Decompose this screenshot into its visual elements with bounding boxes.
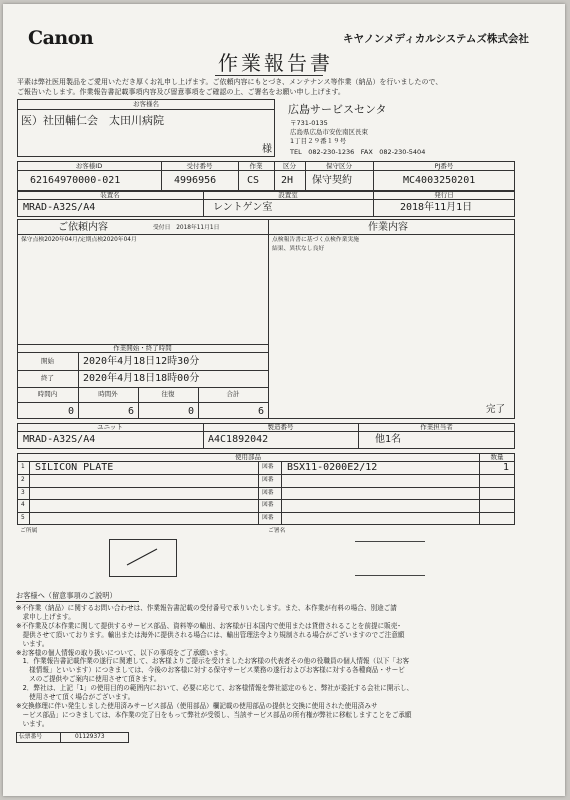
work-time-label: 作業開始・終了時間 [113, 344, 172, 352]
parts-row-drawing-label: 図番 [262, 515, 274, 522]
work-type-value: CS [247, 175, 260, 186]
notes-line: 求申し上げます。 [16, 612, 75, 621]
pj-number-label: PJ番号 [434, 162, 454, 170]
work-content-line-1: 点検報告書に基づく点検作業実施 [272, 237, 359, 243]
signature-stroke [109, 539, 177, 577]
serial-number-label: 製造番号 [267, 423, 294, 431]
start-time-value: 2020年4月18日12時30分 [83, 356, 200, 367]
end-time-label: 終了 [41, 374, 54, 382]
pj-number-value: MC4003250201 [403, 175, 476, 186]
parts-used-label: 使用部品 [235, 453, 261, 461]
parts-row-drawing-label: 図番 [262, 476, 274, 483]
notes-line: ※不作業（納品）に関するお問い合わせは、作業報告書記載の受付番号で承りいたします。また、本作業が有料の場合、別途ご請 [16, 604, 397, 612]
worker-value: 他1名 [375, 434, 402, 445]
canon-logo: Canon [28, 27, 94, 49]
category-label: 区分 [283, 162, 296, 170]
parts-row-drawing-label: 図番 [262, 489, 274, 496]
parts-row-number: 4 [21, 502, 25, 509]
signature-label: ご署名 [268, 528, 286, 534]
parts-row-number: 1 [21, 464, 25, 470]
request-title: ご依頼内容 [58, 222, 108, 233]
service-center-address: 広島県広島市安佐南区長束 [290, 128, 368, 136]
receipt-number-label: 受付番号 [186, 162, 213, 170]
document-number-value: 01129373 [75, 734, 105, 740]
service-center-tel: TEL 082-230-1236 FAX 082-230-5404 [290, 148, 426, 156]
issue-date-value: 2018年11月1日 [400, 202, 473, 213]
work-status: 完了 [486, 404, 506, 415]
notes-line: ※不作業及び本作業に関して提供するサービス部品、資料等の輸出、お客様が日本国内で使用または貸借されることを前提に販売･ [16, 621, 401, 630]
parts-row-number: 2 [21, 476, 25, 483]
document-number-label: 伝票番号 [19, 734, 43, 740]
notes-line: ※交換修理に伴い発生しました使用済みサービス部品（使用部品）欄記載の使用部品の提供と交換に使用された使用済みサ [16, 701, 378, 710]
time-value-overtime: 6 [128, 406, 135, 417]
issue-date-label: 発行日 [434, 191, 454, 199]
parts-row-number: 3 [21, 489, 25, 496]
time-col-regular: 時間内 [37, 390, 58, 398]
title-underline [215, 75, 323, 76]
install-room-label: 設置室 [278, 191, 298, 199]
parts-row-drawing-label: 図番 [262, 464, 274, 470]
device-name-value: MRAD-A32S/A4 [23, 202, 96, 213]
work-type-label: 作業 [249, 162, 263, 170]
parts-row-number: 5 [21, 515, 25, 522]
notes-line: ※お客様の個人情報の取り扱いについて、以下の事項をご了承願います。 [16, 648, 232, 657]
intro-line-1: 平素は弊社医用製品をご愛用いただき厚くお礼申し上げます。ご依頼内容にもとづき、メンテナンス等作業（納品）を行いましたので、 [17, 78, 443, 86]
time-value-travel: 0 [188, 406, 195, 417]
serial-number-value: A4C1892042 [208, 434, 269, 445]
notes-title: お客様へ（留意事項のご説明） [16, 591, 117, 600]
customer-honorific: 様 [262, 144, 272, 155]
customer-name: 医）社団輔仁会 太田川病院 [21, 114, 164, 127]
notes-line: 様情報」といいます）につきましては、今後のお客様に対する保守サービス業務の遂行およびお客様に対する各種商品・サービ [16, 666, 405, 675]
unit-label: ユニット [97, 423, 123, 431]
report-page [3, 4, 565, 796]
signature-line-lower [355, 575, 425, 576]
service-center-address-2: 1丁目２９番１９号 [290, 137, 347, 145]
time-col-travel: 往復 [161, 390, 175, 398]
signature-line-upper [355, 541, 425, 542]
notes-line: 提供させて頂いております。輸出または海外に提供される場合には、輸出管理法令より規制される場合がございますのでご注意願 [16, 630, 405, 639]
notes-line: ービス部品」につきましては、本作業の完了日をもって弊社が受領し、当該サービス部品の所有権が弊社に移転しますことをご承願 [16, 710, 412, 719]
device-name-label: 装置名 [100, 191, 120, 199]
service-center-name: 広島サービスセンタ [288, 103, 387, 116]
notes-line: 使用させて頂く場合がございます。 [16, 693, 135, 701]
unit-value: MRAD-A32S/A4 [23, 434, 96, 445]
notes-line: 2．弊社は、上記「1」の使用目的の範囲内において、必要に応じて、お客様情報を弊社認定のもと、弊社が委託する会社に開示し、 [16, 684, 414, 693]
parts-row-qty: 1 [503, 462, 510, 473]
parts-row-drawing: BSX11-0200E2/12 [287, 462, 378, 473]
notes-line: います。 [16, 719, 49, 728]
parts-row-drawing-label: 図番 [262, 502, 274, 509]
worker-label: 作業担当者 [420, 423, 453, 431]
end-time-value: 2020年4月18日18時00分 [83, 373, 200, 384]
affiliation-label: ご所属 [20, 528, 38, 534]
company-name: キヤノンメディカルシステムズ株式会社 [343, 33, 529, 45]
notes-line: 1．作業報告書記載作業の遂行に関連して、お客様よりご提示を受けましたお客様の代表者その他の役職員の個人情報（以下「お客 [16, 657, 410, 666]
request-text: 保守点検2020年04月/定期点検2020年04月 [21, 237, 137, 243]
work-content-title: 作業内容 [368, 222, 408, 233]
parts-qty-label: 数量 [490, 453, 504, 461]
customer-id-label: お客様ID [75, 162, 103, 170]
work-content-line-2: 結果、異状なし良好 [272, 246, 325, 252]
request-work-area [17, 219, 515, 419]
start-time-label: 開始 [41, 357, 54, 365]
time-col-overtime: 時間外 [98, 390, 118, 398]
customer-id-value: 62164970000-021 [30, 175, 121, 186]
maintenance-type-value: 保守契約 [312, 175, 352, 186]
notes-line: スのご提供やご案内に使用させて頂きます。 [16, 675, 161, 684]
receipt-number-value: 4996956 [174, 175, 217, 186]
parts-row-name: SILICON PLATE [35, 462, 114, 473]
time-value-regular: 0 [68, 406, 75, 417]
install-room-value: レントゲン室 [213, 202, 273, 213]
time-col-total: 合計 [226, 390, 240, 398]
service-center-postal: 〒731-0135 [290, 119, 328, 127]
customer-label: お客様名 [133, 100, 159, 108]
request-received-date: 受付日 2018年11月1日 [153, 225, 220, 231]
intro-line-2: ご報告いたします。作業報告書記載事項内容及び留意事項をご確認の上、ご署名をお願い申し上げます。 [17, 88, 345, 96]
category-value: 2H [281, 175, 294, 186]
time-value-total: 6 [258, 406, 265, 417]
notes-line: います。 [16, 639, 49, 648]
maintenance-type-label: 保守区分 [326, 162, 352, 170]
document-title: 作業報告書 [218, 51, 333, 75]
